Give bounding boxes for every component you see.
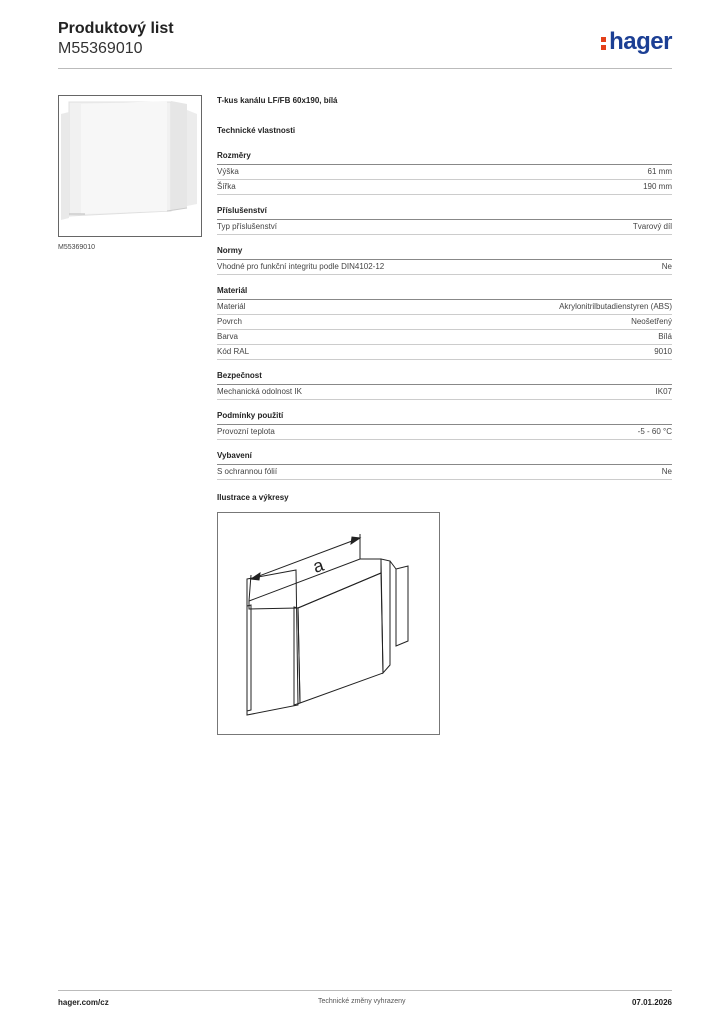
spec-row (217, 385, 672, 400)
spec-value: Akrylonitrilbutadienstyren (ABS) (559, 302, 672, 311)
section-title: Vybavení (217, 448, 672, 465)
spec-label: Kód RAL (217, 347, 250, 356)
spec-section (217, 243, 672, 275)
footer-divider (58, 990, 672, 991)
section-title: Příslušenství (217, 203, 672, 220)
section-title: Rozměry (217, 148, 672, 165)
t-piece-product-icon (59, 96, 202, 237)
logo-text: hager (609, 28, 672, 55)
spec-sections (217, 148, 672, 480)
spec-row (217, 465, 672, 480)
spec-row (217, 180, 672, 195)
spec-row (217, 220, 672, 235)
spec-content (217, 96, 672, 488)
spec-label: Mechanická odolnost IK (217, 387, 302, 396)
spec-value: 190 mm (643, 182, 672, 191)
spec-section (217, 368, 672, 400)
spec-row (217, 315, 672, 330)
illustration-title: Ilustrace a výkresy (217, 493, 289, 502)
footer-notice: Technické změny vyhrazeny (318, 998, 406, 1005)
spec-section (217, 148, 672, 195)
spec-value: IK07 (655, 387, 672, 396)
footer-date: 07.01.2026 (631, 998, 672, 1007)
section-title: Podmínky použití (217, 408, 672, 425)
footer-website[interactable]: hager.com/cz (58, 998, 109, 1007)
spec-row (217, 345, 672, 360)
spec-section (217, 408, 672, 440)
spec-label: Povrch (217, 317, 242, 326)
spec-value: Bílá (658, 332, 672, 341)
spec-label: Barva (217, 332, 238, 341)
spec-row (217, 330, 672, 345)
product-image-caption: M55369010 (58, 244, 95, 251)
spec-section (217, 283, 672, 360)
section-title: Normy (217, 243, 672, 260)
spec-row (217, 260, 672, 275)
spec-label: Vhodné pro funkční integritu podle DIN4102-12 (217, 262, 385, 271)
spec-label: Výška (217, 167, 239, 176)
page-title: Produktový list (58, 20, 174, 37)
page-header (58, 20, 672, 68)
spec-row (217, 300, 672, 315)
spec-label: Provozní teplota (217, 427, 275, 436)
spec-section (217, 448, 672, 480)
spec-value: -5 - 60 °C (637, 427, 672, 436)
section-title: Bezpečnost (217, 368, 672, 385)
spec-row (217, 425, 672, 440)
spec-label: Materiál (217, 302, 246, 311)
section-title: Materiál (217, 283, 672, 300)
t-piece-drawing-icon (218, 513, 439, 734)
header-divider (58, 68, 672, 69)
spec-label: S ochrannou fólií (217, 467, 278, 476)
spec-label: Šířka (217, 182, 236, 191)
dimension-label-a: a (310, 554, 327, 577)
product-image (58, 95, 202, 237)
spec-label: Typ příslušenství (217, 222, 278, 231)
illustration-drawing (217, 512, 440, 735)
spec-row (217, 165, 672, 180)
product-code: M55369010 (58, 40, 143, 57)
product-name: T-kus kanálu LF/FB 60x190, bílá (217, 96, 338, 105)
spec-value: Tvarový díl (632, 222, 672, 231)
tech-properties-title: Technické vlastnosti (217, 126, 296, 135)
spec-value: 9010 (654, 347, 672, 356)
spec-value: Ne (661, 467, 672, 476)
spec-section (217, 203, 672, 235)
spec-value: Neošetřený (631, 317, 672, 326)
logo-dots-icon (601, 34, 607, 50)
spec-value: Ne (661, 262, 672, 271)
hager-logo (601, 28, 672, 56)
spec-value: 61 mm (647, 167, 672, 176)
